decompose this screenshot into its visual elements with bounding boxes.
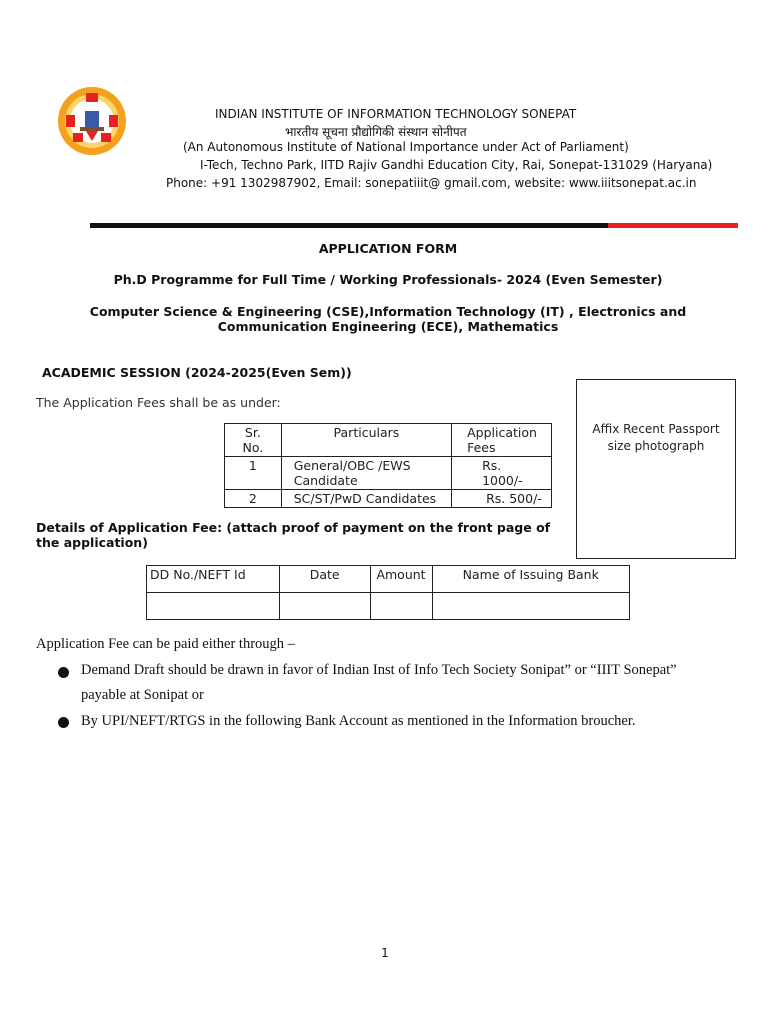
table-row [225,490,552,508]
amount-header: Amount [370,566,432,593]
bullet-icon [58,717,69,728]
academic-session: ACADEMIC SESSION (2024-2025(Even Sem)) [42,365,352,380]
dd-neft-header: DD No./NEFT Id [147,566,280,593]
form-title: APPLICATION FORM [318,241,458,256]
fee-details-heading-line-2: the application) [36,535,148,550]
page-number: 1 [381,946,389,960]
contact-line: Phone: +91 1302987902, Email: sonepatiiit@ gmail.com, website: www.iiitsonepat.ac.in [166,176,697,190]
photo-box-line-1: Affix Recent Passport [592,422,720,436]
institute-name: INDIAN INSTITUTE OF INFORMATION TECHNOLOGY SONEPAT [215,107,577,121]
departments-line-2: Communication Engineering (ECE), Mathematics [217,319,559,334]
payment-bullet-1-line-2: payable at Sonipat or [81,687,204,703]
photo-box-line-2: size photograph [607,439,705,453]
table-row [147,593,630,620]
fees-intro: The Application Fees shall be as under: [36,395,281,410]
departments-line-1: Computer Science & Engineering (CSE),Information Technology (IT) , Electronics and [89,304,687,319]
dd-neft-input[interactable] [147,593,280,620]
fee-details-table [146,565,630,620]
table-header-row [225,424,552,457]
payment-intro: Application Fee can be paid either through – [36,636,295,652]
amount-input[interactable] [370,593,432,620]
bullet-icon [58,667,69,678]
programme-title: Ph.D Programme for Full Time / Working Professionals- 2024 (Even Semester) [113,272,663,287]
address-line: I-Tech, Techno Park, IITD Rajiv Gandhi Education City, Rai, Sonepat-131029 (Haryana) [200,158,713,172]
row-1-fee-line-2: 1000/- [482,473,523,488]
date-input[interactable] [279,593,370,620]
bank-name-header: Name of Issuing Bank [432,566,630,593]
payment-bullet-1-line-1: Demand Draft should be drawn in favor of Indian Inst of Info Tech Society Sonipat” or “IIIT Sonepat” [81,662,677,678]
payment-bullet-2: By UPI/NEFT/RTGS in the following Bank Account as mentioned in the Information broucher. [81,713,636,729]
row-1-sr: 1 [225,457,282,490]
fee-table [224,423,552,508]
row-1-particulars-line-2: Candidate [293,473,358,488]
institute-logo [56,85,128,157]
fee-details-heading-line-1: Details of Application Fee: (attach proof of payment on the front page of [36,520,551,535]
date-header: Date [279,566,370,593]
row-2-fee: Rs. 500/- [452,490,552,508]
row-1-fee-line-1: Rs. [482,458,502,473]
table-row [225,457,552,490]
institute-name-hindi: भारतीय सूचना प्रौद्योगिकी संस्थान सोनीपत [285,125,467,139]
photo-box [576,379,736,559]
sr-header-line-1: Sr. [244,425,261,440]
header-rule-red [608,223,738,228]
fees-header-line-2: Fees [467,440,496,455]
row-2-sr: 2 [225,490,282,508]
bank-name-input[interactable] [432,593,630,620]
row-2-particulars: SC/ST/PwD Candidates [281,490,451,508]
autonomous-line: (An Autonomous Institute of National Importance under Act of Parliament) [183,140,629,154]
header-rule-black [90,223,608,228]
particulars-header: Particulars [281,424,451,457]
sr-header-line-2: No. [242,440,264,455]
fees-header-line-1: Application [467,425,537,440]
row-1-particulars-line-1: General/OBC /EWS [293,458,411,473]
table-header-row [147,566,630,593]
